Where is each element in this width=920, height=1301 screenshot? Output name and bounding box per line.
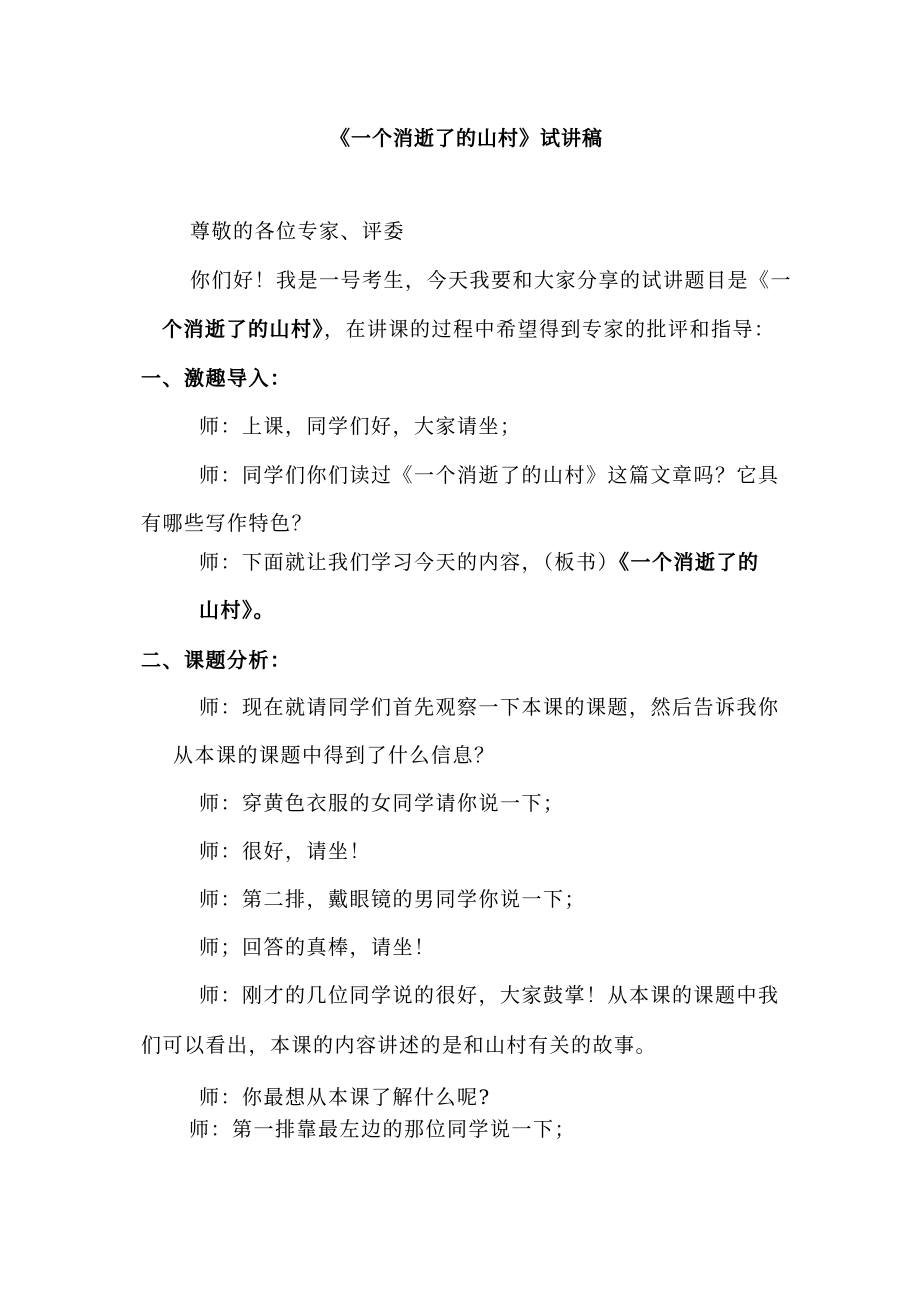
paragraph-line: 师：很好，请坐！ xyxy=(199,839,371,863)
paragraph-line: 们可以看出，本课的内容讲述的是和山村有关的故事。 xyxy=(141,1033,657,1057)
intro-line-2-text: ，在讲课的过程中希望得到专家的批评和指导： xyxy=(324,317,776,341)
section-heading-2: 二、课题分析： xyxy=(141,648,292,672)
intro-line-1-bracket: 《一 xyxy=(749,268,792,292)
paragraph-line: 师；回答的真棒，请坐！ xyxy=(199,935,436,959)
intro-line-1-text: 你们好！我是一号考生，今天我要和大家分享的试讲题目是 xyxy=(190,268,749,292)
greeting-line: 尊敬的各位专家、评委 xyxy=(190,219,405,243)
paragraph-line: 师：同学们你们读过《一个消逝了的山村》这篇文章吗？它具 xyxy=(199,463,780,487)
board-line-text: 师：下面就让我们学习今天的内容，（板书） xyxy=(199,550,619,574)
intro-line-2 xyxy=(162,317,776,341)
paragraph-line: 师：第一排靠最左边的那位同学说一下； xyxy=(189,1117,576,1141)
paragraph-line: 师：刚才的几位同学说的很好，大家鼓掌！从本课的课题中我 xyxy=(199,983,780,1007)
intro-line-1 xyxy=(190,268,792,292)
paragraph-line: 师：现在就请同学们首先观察一下本课的课题，然后告诉我你 xyxy=(199,695,780,719)
board-title-continued: 山村》。 xyxy=(199,598,275,622)
paragraph-line: 师：第二排，戴眼镜的男同学你说一下； xyxy=(199,887,586,911)
board-line xyxy=(199,550,760,574)
paragraph-line: 师：你最想从本课了解什么呢? xyxy=(199,1085,491,1109)
paragraph-line: 从本课的课题中得到了什么信息？ xyxy=(173,743,496,767)
lesson-title-bold: 个消逝了的山村》 xyxy=(162,317,324,341)
board-title-bold: 《一个消逝了的 xyxy=(619,550,760,574)
section-heading-1: 一、激趣导入： xyxy=(141,366,292,390)
paragraph-line: 师：上课，同学们好，大家请坐； xyxy=(199,414,522,438)
paragraph-line: 有哪些写作特色？ xyxy=(141,511,313,535)
document-title: 《一个消逝了的山村》试讲稿 xyxy=(330,126,603,150)
paragraph-line: 师：穿黄色衣服的女同学请你说一下； xyxy=(199,791,565,815)
